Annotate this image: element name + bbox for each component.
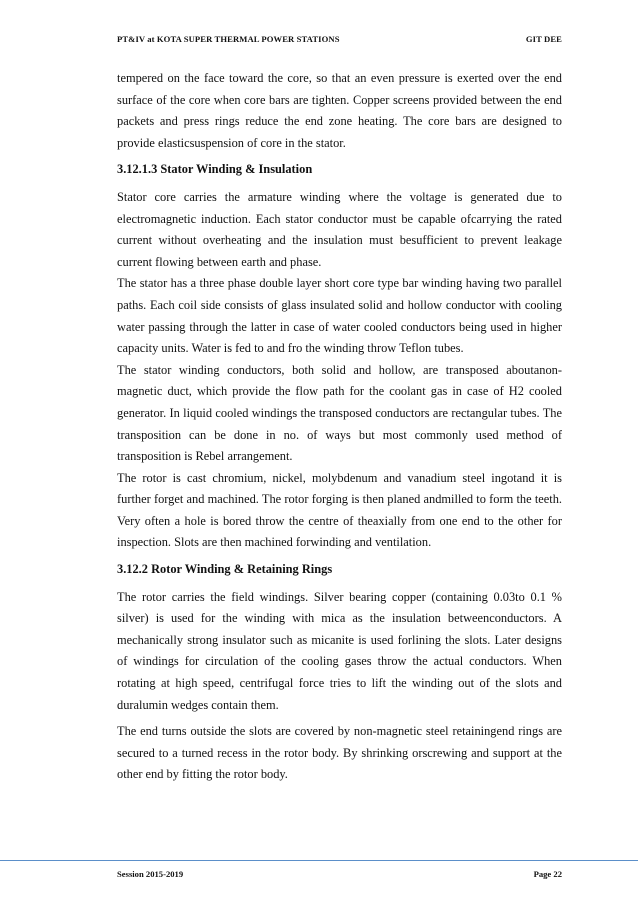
footer-divider xyxy=(0,860,638,861)
paragraph-stator-bar-winding: The stator has a three phase double layer short core type bar winding having two parallel paths. Each coil side consists of glass insulated solid and hollow conductor with cooling water passing through the latter in case of water cooled conductors being used in higher capacity units. Water is fed to and fro the winding throw Teflon tubes. xyxy=(117,276,562,356)
footer-page-number: Page 22 xyxy=(533,869,562,879)
section-heading-stator-winding: 3.12.1.3 Stator Winding & Insulation xyxy=(117,162,313,177)
section-heading-rotor-winding: 3.12.2 Rotor Winding & Retaining Rings xyxy=(117,562,333,577)
paragraph-stator-core: Stator core carries the armature winding where the voltage is generated due to electromagnetic induction. Each stator conductor must be capable ofcarrying the rated current without overheating and the insulation must besufficient to prevent leakage current flowing between earth and phase. xyxy=(117,189,562,269)
paragraph-rotor-forging: The rotor is cast chromium, nickel, molybdenum and vanadium steel ingotand it is further forget and machined. The rotor forging is then planed andmilled to form the teeth. Very often a hole is bored throw the centre of theaxially from one end to the other for inspection. Slots are then machined forwinding and ventilation. xyxy=(117,470,562,550)
page-footer xyxy=(117,869,562,883)
page-header xyxy=(117,34,562,50)
header-title: PT&IV at KOTA SUPER THERMAL POWER STATIONS xyxy=(117,34,340,44)
paragraph-retaining-rings: The end turns outside the slots are covered by non-magnetic steel retainingend rings are secured to a turned recess in the rotor body. By shrinking orscrewing and support at the other end by fitting the rotor body. xyxy=(117,724,562,782)
paragraph-core-bars: tempered on the face toward the core, so that an even pressure is exerted over the end surface of the core when core bars are tighten. Copper screens provided between the end packets and press rings reduce the end zone heating. The core bars are designed to provide elasticsuspension of core in the stator. xyxy=(117,71,562,150)
paragraph-transposition: The stator winding conductors, both solid and hollow, are transposed aboutanon-magnetic duct, which provide the flow path for the coolant gas in case of H2 cooled generator. In liquid cooled windings the transposed conductors are rectangular tubes. The transposition can be done in no. of ways but most commonly used method of transposition is Rebel arrangement. xyxy=(117,362,562,464)
footer-session: Session 2015-2019 xyxy=(117,869,184,879)
page-body xyxy=(117,68,562,786)
paragraph-rotor-field-windings: The rotor carries the field windings. Silver bearing copper (containing 0.03to 0.1 % silver) is used for the winding with mica as the insulation betweenconductors. A mechanically strong insulator such as micanite is used forlining the slots. Later designs of windings for circulation of the cooling gases throw the actual conductors. When rotating at high speed, centrifugal force tries to lift the winding out of the slots and duralumin wedges contain them. xyxy=(117,589,562,712)
header-department: GIT DEE xyxy=(525,34,562,44)
